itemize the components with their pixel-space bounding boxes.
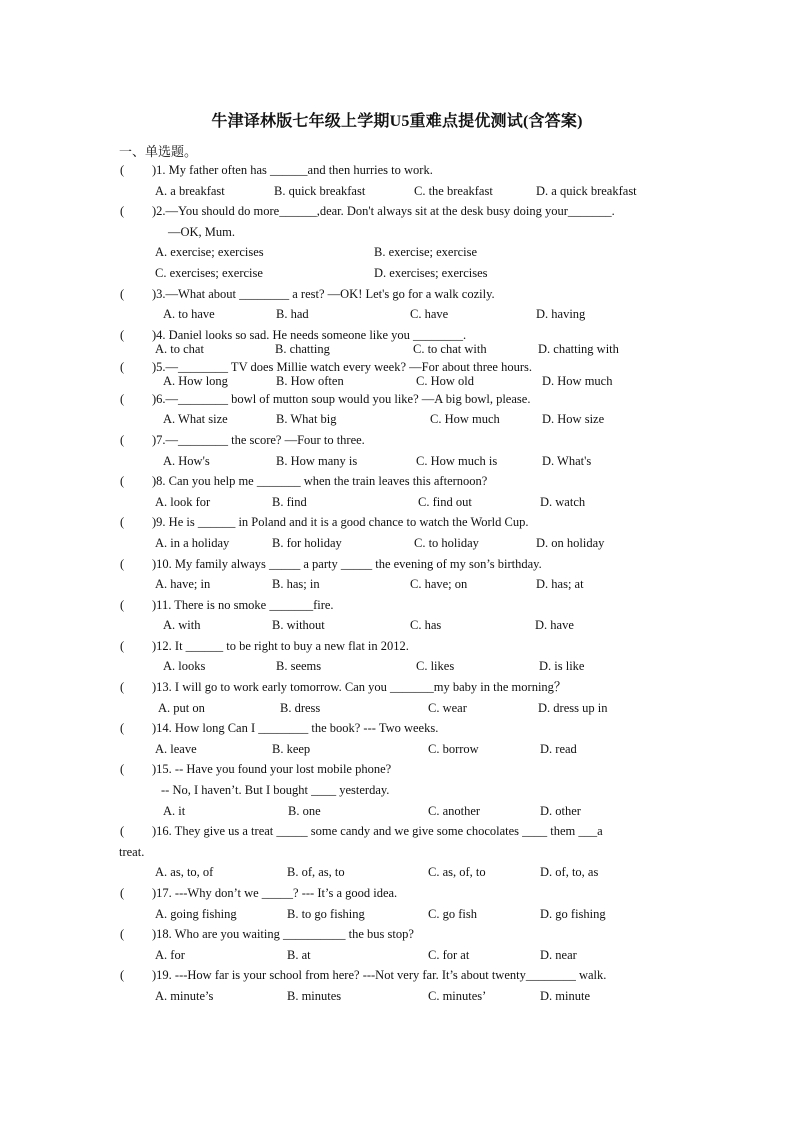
question-item <box>0 677 794 718</box>
answer-blank-paren: ( <box>120 286 125 301</box>
answer-option[interactable]: D. has; at <box>536 577 584 592</box>
answer-option[interactable]: A. What size <box>163 412 228 427</box>
question-stem: )9. He is ______ in Poland and it is a good chance to watch the World Cup. <box>152 515 529 530</box>
answer-option[interactable]: A. exercise; exercises <box>155 245 264 260</box>
section-heading: 一、单选题。 <box>119 144 198 159</box>
question-stem: )13. I will go to work early tomorrow. Can you _______my baby in the morning？ <box>152 680 567 695</box>
question-stem-row <box>0 759 794 780</box>
answer-option[interactable]: A. looks <box>163 659 206 674</box>
option-row <box>0 739 794 760</box>
answer-option[interactable]: D. on holiday <box>536 535 605 550</box>
answer-option[interactable]: C. borrow <box>428 741 479 756</box>
answer-blank-paren: ( <box>120 886 125 900</box>
option-row <box>0 451 794 472</box>
answer-option[interactable]: B. without <box>272 618 325 633</box>
answer-blank-paren: ( <box>120 432 125 447</box>
answer-blank-paren: ( <box>120 824 125 839</box>
answer-blank-paren: ( <box>120 721 125 736</box>
answer-option[interactable]: C. to holiday <box>414 535 479 550</box>
answer-option[interactable]: C. for at <box>428 947 470 962</box>
answer-option[interactable]: C. likes <box>416 659 455 674</box>
question-stem-row <box>0 554 794 575</box>
answer-option[interactable]: A. How's <box>163 453 210 468</box>
answer-option[interactable]: B. minutes <box>287 988 342 1003</box>
answer-option[interactable]: A. leave <box>155 741 197 756</box>
question-stem: )14. How long Can I ________ the book? --- Two weeks. <box>152 721 439 736</box>
answer-option[interactable]: B. to go fishing <box>287 906 365 921</box>
question-stem: )17. ---Why don’t we _____? --- It’s a good idea. <box>152 886 398 900</box>
question-item <box>0 430 794 471</box>
answer-option[interactable]: C. have; on <box>410 577 468 592</box>
answer-option[interactable]: B. chatting <box>275 341 330 356</box>
question-stem: )8. Can you help me _______ when the train leaves this afternoon? <box>152 474 488 489</box>
option-row <box>0 615 794 636</box>
answer-option[interactable]: A. How long <box>163 373 228 388</box>
question-stem: )1. My father often has ______and then hurries to work. <box>152 163 433 177</box>
answer-option[interactable]: A. it <box>163 803 186 818</box>
question-item <box>0 160 794 201</box>
answer-option[interactable]: B. How many is <box>276 453 358 468</box>
answer-option[interactable]: D. is like <box>539 659 585 674</box>
question-stem-row <box>0 201 794 222</box>
question-stem-row <box>0 389 794 410</box>
question-item <box>0 201 794 283</box>
answer-blank-paren: ( <box>120 597 125 612</box>
question-list <box>0 160 794 1007</box>
question-item <box>0 718 794 759</box>
answer-option[interactable]: C. minutes’ <box>428 988 487 1003</box>
option-row <box>0 945 794 966</box>
option-row <box>0 304 794 325</box>
answer-option[interactable]: C. wear <box>428 700 467 715</box>
question-stem-row <box>0 924 794 945</box>
question-item <box>0 325 794 357</box>
question-stem: )5.—________ TV does Millie watch every week? —For about three hours. <box>152 359 533 374</box>
answer-option[interactable]: D. How much <box>542 373 613 388</box>
answer-option[interactable]: D. have <box>535 618 574 633</box>
option-row <box>0 656 794 677</box>
question-stem-row <box>0 512 794 533</box>
answer-blank-paren: ( <box>120 968 125 983</box>
answer-option[interactable]: A. as, to, of <box>155 865 214 880</box>
answer-option[interactable]: B. find <box>272 494 307 509</box>
question-stem: )4. Daniel looks so sad. He needs someone like you ________. <box>152 327 467 342</box>
answer-option[interactable]: A. with <box>163 618 201 633</box>
option-row <box>0 698 794 719</box>
answer-blank-paren: ( <box>120 680 125 695</box>
question-stem-row <box>0 883 794 904</box>
answer-option[interactable]: A. minute’s <box>155 988 214 1003</box>
answer-option[interactable]: C. find out <box>418 494 472 509</box>
question-stem-row <box>0 430 794 451</box>
answer-option[interactable]: C. How much is <box>416 453 498 468</box>
question-stem: )3.—What about ________ a rest? —OK! Let's go for a walk cozily. <box>152 286 495 301</box>
answer-blank-paren: ( <box>120 515 125 530</box>
question-continuation-text: treat. <box>119 844 145 859</box>
answer-option[interactable]: D. What's <box>542 453 592 468</box>
answer-option[interactable]: B. What big <box>276 412 337 427</box>
answer-option[interactable]: C. as, of, to <box>428 865 486 880</box>
question-stem-row <box>0 636 794 657</box>
question-item <box>0 389 794 430</box>
answer-option[interactable]: B. quick breakfast <box>274 183 366 198</box>
answer-blank-paren: ( <box>120 163 125 177</box>
option-row <box>0 374 794 389</box>
answer-blank-paren: ( <box>120 204 125 219</box>
answer-option[interactable]: A. look for <box>155 494 211 509</box>
question-item <box>0 924 794 965</box>
question-stem: )2.—You should do more______,dear. Don't always sit at the desk busy doing your_______. <box>152 204 615 219</box>
answer-option[interactable]: B. at <box>287 947 311 962</box>
answer-option[interactable]: C. another <box>428 803 481 818</box>
answer-option[interactable]: C. the breakfast <box>414 183 493 198</box>
option-row <box>0 409 794 430</box>
option-row <box>0 862 794 883</box>
answer-option[interactable]: B. for holiday <box>272 535 342 550</box>
answer-option[interactable]: D. dress up in <box>538 700 608 715</box>
answer-option[interactable]: C. exercises; exercise <box>155 265 263 280</box>
question-stem-row <box>0 471 794 492</box>
answer-blank-paren: ( <box>120 762 125 777</box>
answer-blank-paren: ( <box>120 927 125 942</box>
answer-option[interactable]: C. How old <box>416 373 474 388</box>
question-stem-row <box>0 718 794 739</box>
answer-option[interactable]: A. going fishing <box>155 906 237 921</box>
option-row <box>0 181 794 202</box>
answer-option[interactable]: A. in a holiday <box>155 535 230 550</box>
answer-blank-paren: ( <box>120 474 125 489</box>
question-stem-row <box>0 284 794 305</box>
answer-option[interactable]: A. to have <box>163 307 215 322</box>
answer-option[interactable]: D. minute <box>540 988 590 1003</box>
question-stem: )7.—________ the score? —Four to three. <box>152 432 365 447</box>
option-row <box>0 533 794 554</box>
answer-option[interactable]: D. near <box>540 947 577 962</box>
question-stem: )12. It ______ to be right to buy a new flat in 2012. <box>152 638 409 653</box>
question-continuation <box>0 842 794 863</box>
question-stem: )16. They give us a treat _____ some candy and we give some chocolates ____ them ___a <box>152 824 603 839</box>
answer-option[interactable]: D. watch <box>540 494 586 509</box>
answer-option[interactable]: B. has; in <box>272 577 320 592</box>
answer-option[interactable]: D. go fishing <box>540 906 606 921</box>
question-item <box>0 759 794 821</box>
answer-option[interactable]: B. had <box>276 307 309 322</box>
answer-option[interactable]: A. a breakfast <box>155 183 225 198</box>
answer-option[interactable]: D. read <box>540 741 577 756</box>
answer-blank-paren: ( <box>120 359 125 374</box>
answer-option[interactable]: C. has <box>410 618 442 633</box>
page-title: 牛津译林版七年级上学期U5重难点提优测试(含答案) <box>211 113 583 130</box>
option-row <box>0 242 794 263</box>
question-item <box>0 471 794 512</box>
option-row <box>0 574 794 595</box>
answer-option[interactable]: B. exercise; exercise <box>374 245 478 260</box>
answer-option[interactable]: B. one <box>288 803 321 818</box>
question-continuation <box>0 780 794 801</box>
answer-option[interactable]: B. dress <box>280 700 321 715</box>
question-stem-row <box>0 965 794 986</box>
question-item <box>0 284 794 325</box>
answer-option[interactable]: D. How size <box>542 412 605 427</box>
answer-option[interactable]: B. How often <box>276 373 344 388</box>
question-stem: )19. ---How far is your school from here? ---Not very far. It’s about twenty________ walk. <box>152 968 607 983</box>
answer-option[interactable]: D. having <box>536 307 586 322</box>
question-stem-row <box>0 357 794 374</box>
question-item <box>0 512 794 553</box>
question-continuation-text: —OK, Mum. <box>168 224 236 239</box>
question-item <box>0 965 794 1006</box>
question-continuation <box>0 222 794 243</box>
answer-blank-paren: ( <box>120 391 125 406</box>
question-stem-row <box>0 595 794 616</box>
option-row <box>0 986 794 1007</box>
question-stem: )6.—________ bowl of mutton soup would you like? —A big bowl, please. <box>152 391 531 406</box>
question-stem-row <box>0 160 794 181</box>
question-stem-row <box>0 821 794 842</box>
answer-option[interactable]: C. go fish <box>428 906 477 921</box>
question-item <box>0 554 794 595</box>
option-row <box>0 263 794 284</box>
answer-option[interactable]: B. of, as, to <box>287 865 345 880</box>
question-stem: )11. There is no smoke _______fire. <box>152 597 334 612</box>
question-continuation-text: -- No, I haven’t. But I bought ____ yesterday. <box>161 783 390 798</box>
answer-option[interactable]: D. a quick breakfast <box>536 183 637 198</box>
answer-blank-paren: ( <box>120 327 125 342</box>
answer-option[interactable]: A. for <box>155 947 185 962</box>
question-item <box>0 821 794 883</box>
question-stem-row <box>0 325 794 342</box>
answer-option[interactable]: D. chatting with <box>538 341 619 356</box>
question-stem: )10. My family always _____ a party _____ the evening of my son’s birthday. <box>152 556 542 571</box>
question-item <box>0 357 794 389</box>
option-row <box>0 492 794 513</box>
answer-blank-paren: ( <box>120 638 125 653</box>
answer-option[interactable]: D. other <box>540 803 581 818</box>
answer-option[interactable]: B. keep <box>272 741 311 756</box>
answer-option[interactable]: D. exercises; exercises <box>374 265 488 280</box>
question-stem: )18. Who are you waiting __________ the bus stop? <box>152 927 414 942</box>
question-item <box>0 636 794 677</box>
answer-option[interactable]: C. have <box>410 307 449 322</box>
option-row <box>0 904 794 925</box>
option-row <box>0 801 794 822</box>
answer-option[interactable]: C. to chat with <box>413 341 487 356</box>
answer-option[interactable]: A. to chat <box>155 341 204 356</box>
question-item <box>0 595 794 636</box>
option-row <box>0 342 794 357</box>
question-stem-row <box>0 677 794 698</box>
answer-option[interactable]: C. How much <box>430 412 500 427</box>
question-stem: )15. -- Have you found your lost mobile phone? <box>152 762 392 777</box>
answer-option[interactable]: A. put on <box>158 700 205 715</box>
answer-option[interactable]: D. of, to, as <box>540 865 599 880</box>
answer-option[interactable]: A. have; in <box>155 577 211 592</box>
question-item <box>0 883 794 924</box>
answer-blank-paren: ( <box>120 556 125 571</box>
answer-option[interactable]: B. seems <box>276 659 322 674</box>
